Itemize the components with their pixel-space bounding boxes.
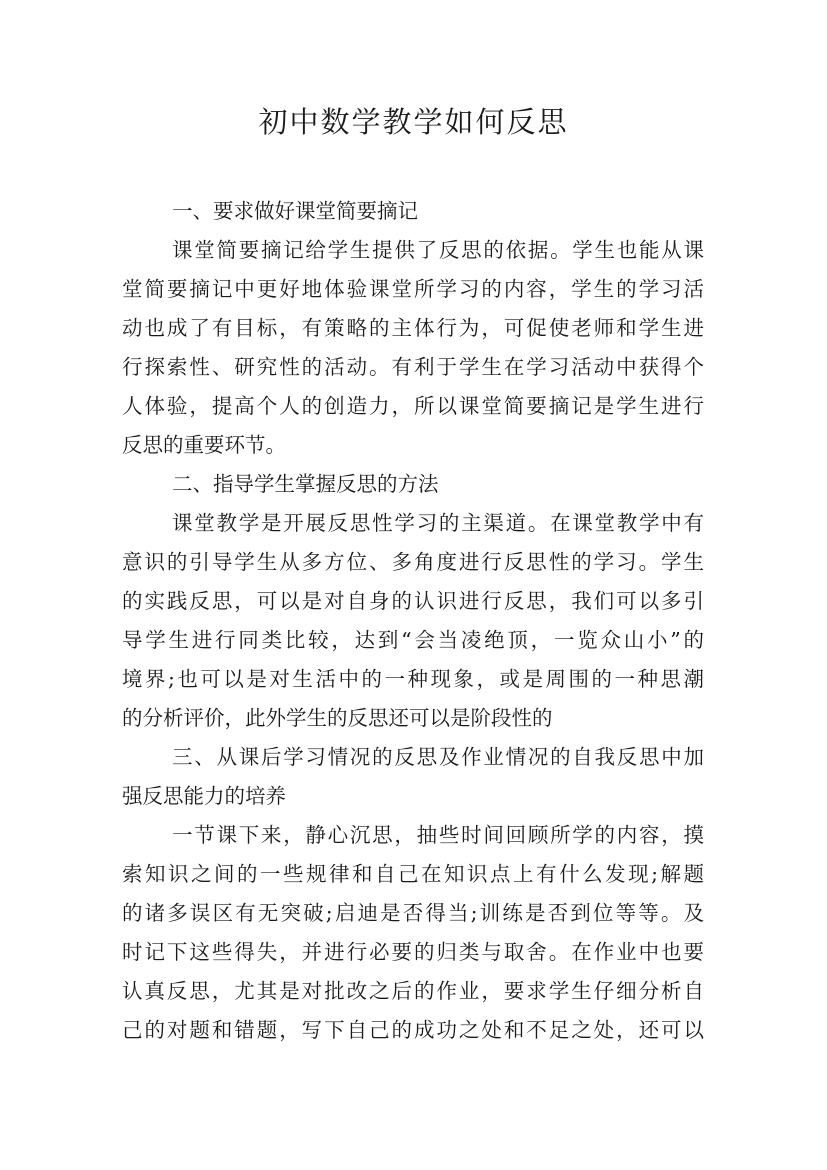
paragraph-line: 导学生进行同类比较，达到“会当凌绝顶，一览众山小”的 <box>122 628 704 652</box>
document-title: 初中数学教学如何反思 <box>258 105 569 139</box>
paragraph-line: 课堂简要摘记给学生提供了反思的依据。学生也能从课 <box>172 238 704 262</box>
paragraph-line: 课堂教学是开展反思性学习的主渠道。在课堂教学中有 <box>172 511 704 535</box>
paragraph-line: 堂简要摘记中更好地体验课堂所学习的内容，学生的学习活 <box>122 277 704 301</box>
paragraph-line: 意识的引导学生从多方位、多角度进行反思性的学习。学生 <box>122 550 704 574</box>
paragraph-line: 时记下这些得失，并进行必要的归类与取舍。在作业中也要 <box>122 940 704 964</box>
paragraph-line: 索知识之间的一些规律和自己在知识点上有什么发现;解题 <box>122 862 704 886</box>
paragraph-line: 一节课下来，静心沉思，抽些时间回顾所学的内容，摸 <box>172 823 704 847</box>
paragraph-line: 的实践反思，可以是对自身的认识进行反思，我们可以多引 <box>122 589 704 613</box>
section-heading-3-continued: 强反思能力的培养 <box>122 784 286 808</box>
paragraph-line: 境界;也可以是对生活中的一种现象，或是周围的一种思潮 <box>122 667 704 691</box>
paragraph-line: 认真反思，尤其是对批改之后的作业，要求学生仔细分析自 <box>122 979 704 1003</box>
paragraph-line: 的分析评价，此外学生的反思还可以是阶段性的 <box>122 706 553 730</box>
paragraph-line: 动也成了有目标，有策略的主体行为，可促使老师和学生进 <box>122 316 704 340</box>
paragraph-line: 的诸多误区有无突破;启迪是否得当;训练是否到位等等。及 <box>122 901 704 925</box>
section-heading-2: 二、指导学生掌握反思的方法 <box>172 472 439 496</box>
paragraph-line: 人体验，提高个人的创造力，所以课堂简要摘记是学生进行 <box>122 394 704 418</box>
paragraph-line: 行探索性、研究性的活动。有利于学生在学习活动中获得个 <box>122 355 704 379</box>
section-heading-1: 一、要求做好课堂简要摘记 <box>172 199 418 223</box>
paragraph-line: 反思的重要环节。 <box>122 433 286 457</box>
section-heading-3: 三、从课后学习情况的反思及作业情况的自我反思中加 <box>172 745 704 769</box>
paragraph-line: 己的对题和错题，写下自己的成功之处和不足之处，还可以 <box>122 1018 704 1042</box>
